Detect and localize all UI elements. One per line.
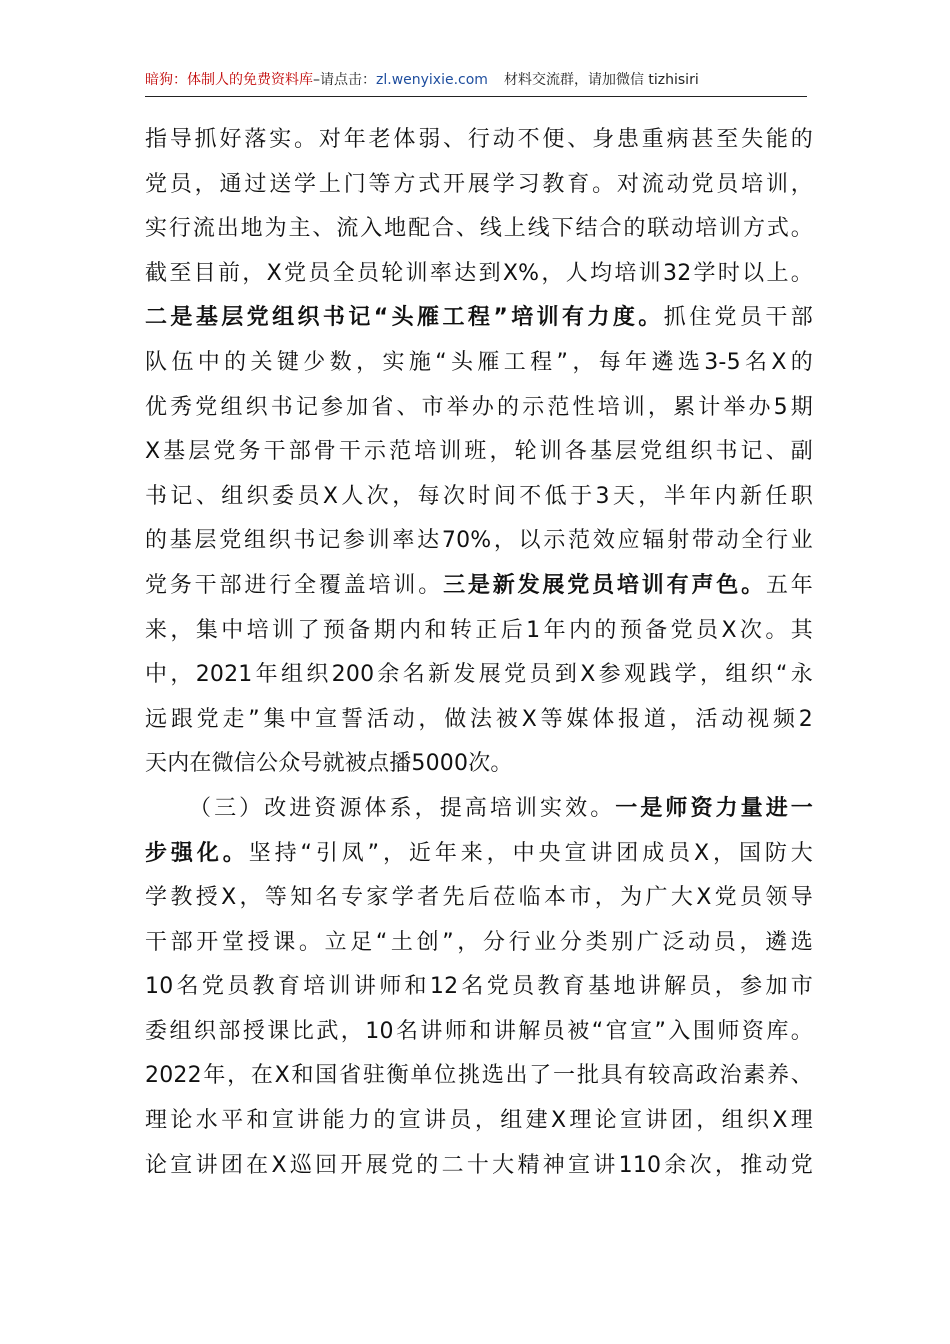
text-line: [145, 118, 813, 163]
text-line: [145, 876, 813, 921]
text-line: [145, 698, 813, 743]
header-url-link[interactable]: zl.wenyixie.com: [376, 72, 488, 88]
bold-heading-run: 二是基层党组织书记“头雁工程”培训有力度。: [145, 305, 664, 331]
text-run: 实行流出地为主、流入地配合、线上线下结合的联动培训方式。: [145, 216, 813, 242]
bold-heading-run: 三是新发展党员培训有声色。: [443, 572, 766, 598]
page-header: [145, 66, 807, 97]
text-run: 干部开堂授课。立足“土创”，分行业分类别广泛动员，遴选: [145, 929, 813, 955]
text-line: [145, 341, 813, 386]
text-run: 书记、组织委员X人次，每次时间不低于3天，半年内新任职: [145, 483, 813, 509]
text-run: 指导抓好落实。对年老体弱、行动不便、身患重病甚至失能的: [145, 127, 813, 152]
bold-heading-run: 一是师资力量进一: [615, 795, 813, 821]
text-line: [145, 787, 813, 832]
bold-heading-run: 步强化。: [145, 840, 249, 866]
text-line: [145, 519, 813, 564]
text-line: [145, 207, 813, 252]
text-run: 理论水平和宣讲能力的宣讲员，组建X理论宣讲团，组织X理: [145, 1108, 813, 1134]
text-line: [145, 653, 813, 698]
text-run: 中，2021年组织200余名新发展党员到X参观践学，组织“永: [145, 662, 813, 688]
text-run: 截至目前，X党员全员轮训率达到X%，人均培训32学时以上。: [145, 260, 813, 286]
text-run: 天内在微信公众号就被点播5000次。: [145, 751, 513, 777]
text-run: 学教授X，等知名专家学者先后莅临本市，为广大X党员领导: [145, 885, 813, 911]
text-run: 党员，通过送学上门等方式开展学习教育。对流动党员培训，: [145, 171, 813, 197]
text-run: 10名党员教育培训讲师和12名党员教育基地讲解员，参加市: [145, 974, 813, 1000]
text-line: [145, 564, 813, 609]
header-wechat-note: 材料交流群，请加微信 tizhisiri: [503, 72, 699, 88]
text-line: [145, 921, 813, 966]
text-run: 论宣讲团在X巡回开展党的二十大精神宣讲110余次，推动党: [145, 1152, 813, 1178]
text-line: [145, 386, 813, 431]
document-body: [145, 118, 813, 1188]
text-line: [145, 1144, 813, 1189]
text-run: 的基层党组织书记参训率达70%，以示范效应辐射带动全行业: [145, 528, 813, 554]
text-run: 党务干部进行全覆盖培训。: [145, 572, 444, 598]
text-run: 五年: [765, 572, 813, 598]
text-line: [145, 1010, 813, 1055]
text-run: 优秀党组织书记参加省、市举办的示范性培训，累计举办5期: [145, 394, 813, 420]
text-line: [145, 1099, 813, 1144]
section-heading-run: （三）改进资源体系，提高培训实效。: [189, 795, 616, 821]
text-line: [145, 475, 813, 520]
text-run: 2022年，在X和国省驻衡单位挑选出了一批具有较高政治素养、: [145, 1063, 813, 1089]
text-line: [145, 430, 813, 475]
text-line: [145, 163, 813, 208]
text-line: [145, 832, 813, 877]
text-run: 队伍中的关键少数，实施“头雁工程”，每年遴选3-5名X的: [145, 349, 813, 375]
header-click-prompt: –请点击：: [313, 72, 376, 88]
text-run: 坚持“引凤”，近年来，中央宣讲团成员X，国防大: [248, 840, 813, 866]
text-run: X基层党务干部骨干示范培训班，轮训各基层党组织书记、副: [145, 439, 813, 465]
text-line: [145, 296, 813, 341]
text-line: [145, 1054, 813, 1099]
text-line: [145, 965, 813, 1010]
text-run: 远跟党走”集中宣誓活动，做法被X等媒体报道，活动视频2: [145, 706, 813, 732]
text-line: [145, 252, 813, 297]
text-run: 抓住党员干部: [663, 305, 813, 331]
text-line: [145, 609, 813, 654]
text-run: 来，集中培训了预备期内和转正后1年内的预备党员X次。其: [145, 617, 813, 643]
text-line: [145, 742, 813, 787]
text-run: 委组织部授课比武，10名讲师和讲解员被“官宣”入围师资库。: [145, 1018, 813, 1044]
header-brand: 暗狗：体制人的免费资料库: [145, 72, 313, 88]
